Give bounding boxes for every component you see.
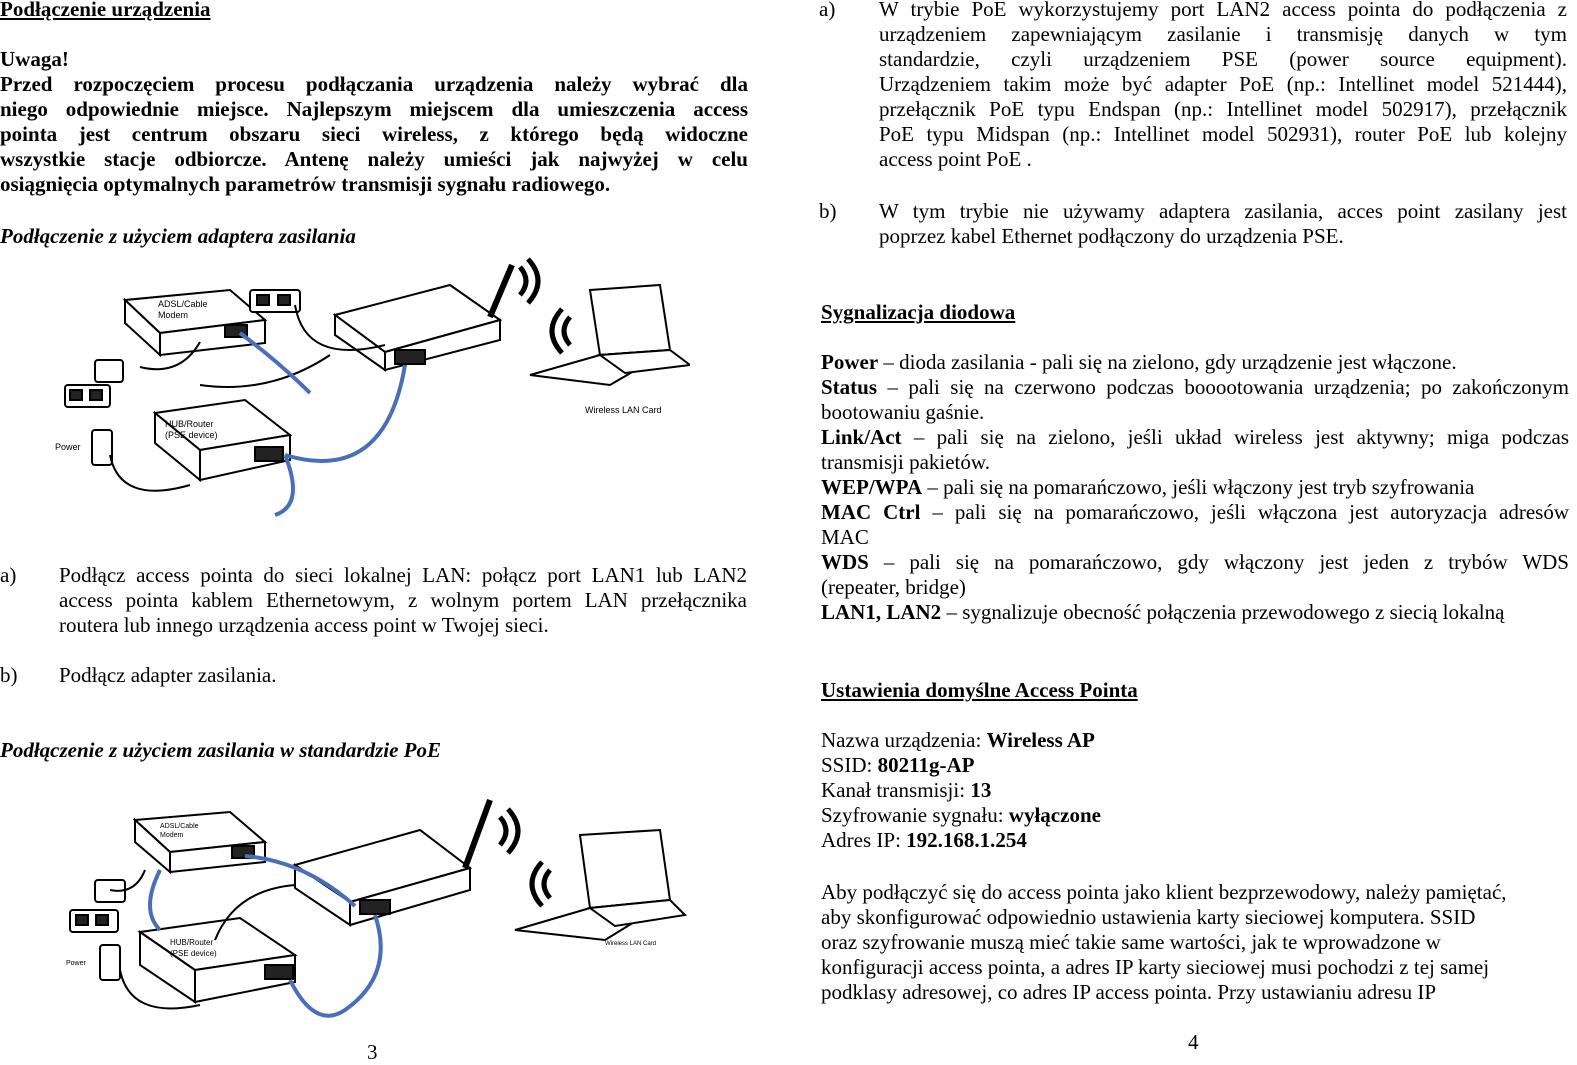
default-value: 13 (970, 778, 992, 802)
modem-label: Modem (160, 832, 184, 839)
paragraph-line: aby skonfigurować odpowiednio ustawienia karty sieciowej komputera. SSID (821, 905, 1476, 929)
list-line: access pointa kablem Ethernetowym, z wolnym portem LAN przełącznika (59, 588, 747, 612)
default-value: 80211g-AP (877, 753, 975, 777)
power-label: Power (55, 442, 81, 452)
default-value: wyłączone (1008, 803, 1101, 827)
default-row (821, 753, 1101, 778)
hub-label: (PSE device) (165, 430, 218, 440)
paragraph-line: konfiguracji access pointa, a adres IP karty sieciowej musi pochodzi z tej samej (821, 955, 1490, 979)
list-line: urządzeniem zapewniającym zasilanie i transmisję danych w tym (879, 22, 1567, 46)
warning-text (0, 72, 748, 197)
led-row-mac (821, 500, 1569, 525)
led-row-lan (821, 600, 1569, 625)
list-line: access point PoE . (879, 147, 1032, 171)
list-line: poprzez kabel Ethernet podłączony do urządzenia PSE. (879, 224, 1344, 248)
list-item (819, 199, 1567, 254)
modem-label: Modem (158, 310, 189, 320)
warning-line: wszystkie stacje odbiorcze. Antenę należy umieści jak najwyżej w celu (0, 147, 748, 171)
led-term: WEP/WPA (821, 475, 923, 499)
figure-poe-connection (60, 790, 690, 1035)
figure-adapter-connection (50, 255, 690, 525)
list-line: Podłącz access pointa do sieci lokalnej LAN: połącz port LAN1 lub LAN2 (59, 563, 747, 587)
warning-line: pointa jest centrum obszaru sieci wireless, z którego będą widoczne (0, 122, 748, 146)
led-desc: bootowaniu gaśnie. (821, 400, 985, 424)
led-desc: MAC (821, 525, 869, 549)
list-line: routera lub innego urządzenia access point w Twojej sieci. (59, 613, 549, 637)
section-heading: Podłączenie urządzenia (0, 0, 211, 21)
led-term: Power (821, 350, 879, 374)
list-item (0, 663, 752, 693)
hub-label: (PSE device) (170, 949, 217, 958)
list-marker: a) (0, 563, 17, 587)
list-line: PoE typu Midspan (np.: Intellinet model 502931), router PoE lub kolejny (879, 122, 1567, 146)
led-row-power (821, 350, 1569, 375)
led-desc: – pali się na pomarańczowo, gdy włączony jest jeden z trybów WDS (868, 550, 1569, 574)
modem-label: ADSL/Cable (158, 299, 208, 309)
led-row-wds (821, 550, 1569, 575)
list-line: Urządzeniem takim może być adapter PoE (np.: Intellinet model 521444), (879, 72, 1567, 96)
subheading-adapter: Podłączenie z użyciem adaptera zasilania (0, 224, 356, 248)
led-desc: – pali się na zielono, jeśli układ wireless jest aktywny; miga podczas (901, 425, 1569, 449)
default-value: 192.168.1.254 (906, 828, 1027, 852)
list-marker: b) (0, 663, 18, 687)
led-term: MAC Ctrl (821, 500, 921, 524)
list-marker: b) (819, 199, 837, 223)
paragraph-line: podklasy adresowej, co adres IP access pointa. Przy ustawianiu adresu IP (821, 980, 1437, 1004)
hub-label: HUB/Router (170, 938, 214, 947)
warning-line: Przed rozpoczęciem procesu podłączania urządzenia należy wybrać dla (0, 72, 748, 96)
default-row (821, 728, 1101, 753)
defaults-heading: Ustawienia domyślne Access Pointa (821, 678, 1138, 702)
led-term: LAN1, LAN2 (821, 600, 942, 624)
list-marker: a) (819, 0, 836, 21)
page-number: 3 (367, 1040, 378, 1064)
paragraph-line: oraz szyfrowanie muszą mieć takie same wartości, jak te wprowadzone w (821, 930, 1441, 954)
led-desc: – pali się na pomarańczowo, jeśli włączony jest tryb szyfrowania (922, 475, 1475, 499)
access-point-device (335, 265, 512, 370)
warning-line: niego odpowiednie miejsce. Najlepszym miejscem dla umieszczenia access (0, 97, 748, 121)
power-label: Power (66, 960, 86, 967)
led-term: Status (821, 375, 878, 399)
list-line: W tym trybie nie używamy adaptera zasilania, acces point zasilany jest (879, 199, 1567, 223)
list-line: Podłącz adapter zasilania. (59, 663, 277, 687)
list-line: standardzie, czyli urządzeniem PSE (power source equipment). (879, 47, 1567, 71)
default-label: Kanał transmisji: (821, 778, 971, 802)
led-term: Link/Act (821, 425, 902, 449)
led-desc: – dioda zasilania - pali się na zielono, gdy urządzenie jest włączone. (878, 350, 1457, 374)
warning-line: osiągnięcia optymalnych parametrów transmisji sygnału radiowego. (0, 172, 611, 196)
led-desc: transmisji pakietów. (821, 450, 990, 474)
hub-router-device (155, 400, 290, 480)
hub-label: HUB/Router (165, 419, 214, 429)
subheading-poe: Podłączenie z użyciem zasilania w standardzie PoE (0, 738, 442, 762)
led-row-wep (821, 475, 1569, 500)
paragraph-line: Aby podłączyć się do access pointa jako klient bezprzewodowy, należy pamiętać, (821, 880, 1507, 904)
page-number: 4 (1188, 1030, 1199, 1054)
warning-title: Uwaga! (0, 47, 69, 71)
list-line: W trybie PoE wykorzystujemy port LAN2 access pointa do podłączenia z (879, 0, 1567, 21)
default-label: SSID: (821, 753, 878, 777)
led-desc: – pali się na czerwono podczas booootowania urządzenia; po zakończonym (877, 375, 1569, 399)
led-term: WDS (821, 550, 869, 574)
list-item (819, 0, 1567, 177)
default-row (821, 828, 1101, 853)
modem-label: ADSL/Cable (160, 823, 199, 830)
led-desc: – sygnalizuje obecność połączenia przewodowego z siecią lokalną (941, 600, 1505, 624)
default-row (821, 803, 1101, 828)
led-desc: – pali się na pomarańczowo, jeśli włączona jest autoryzacja adresów (920, 500, 1569, 524)
closing-paragraph (821, 880, 1569, 1005)
default-label: Nazwa urządzenia: (821, 728, 987, 752)
list-line: przełącznik PoE typu Endspan (np.: Intellinet model 502917), przełącznik (879, 97, 1567, 121)
wlan-label: Wireless LAN Card (585, 405, 662, 415)
led-desc: (repeater, bridge) (821, 575, 966, 599)
led-row-link (821, 425, 1569, 450)
led-row-status (821, 375, 1569, 400)
default-row (821, 778, 1101, 803)
default-label: Adres IP: (821, 828, 907, 852)
led-list (821, 350, 1569, 625)
defaults-list (821, 728, 1101, 853)
default-label: Szyfrowanie sygnału: (821, 803, 1009, 827)
default-value: Wireless AP (986, 728, 1095, 752)
led-heading: Sygnalizacja diodowa (821, 300, 1016, 324)
list-item (0, 563, 752, 643)
wlan-label: Wireless LAN Card (605, 941, 657, 947)
